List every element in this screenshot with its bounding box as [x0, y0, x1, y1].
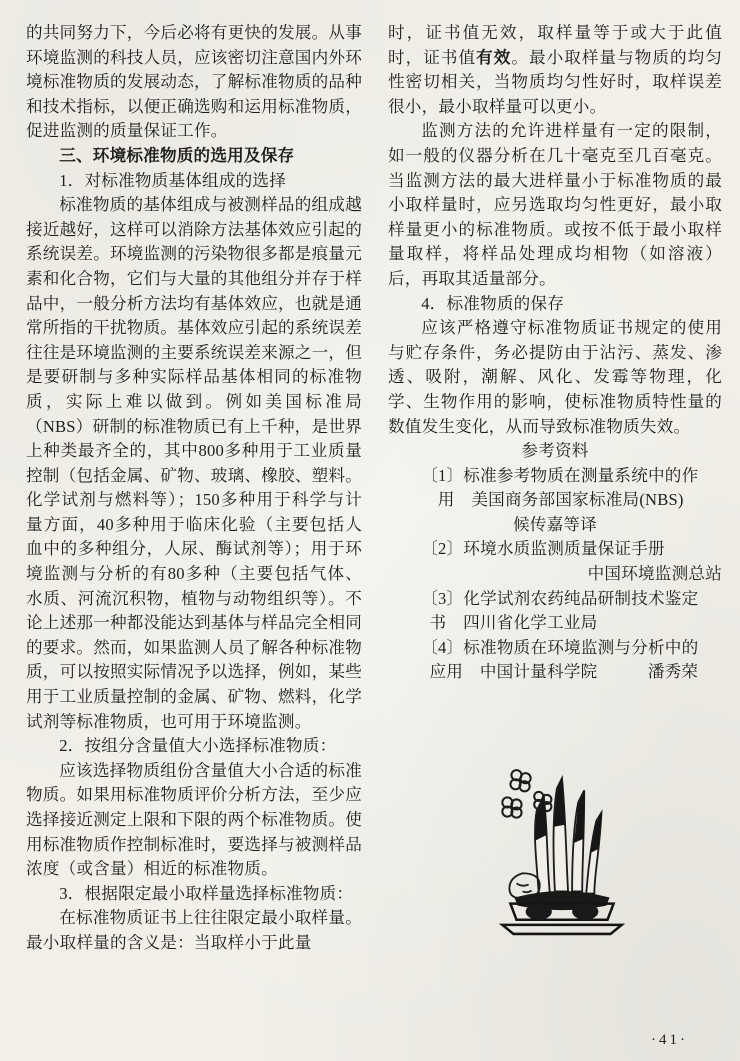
item-2-title: 2．按组分含量值大小选择标准物质： [59, 736, 337, 756]
bulb-shadow-icon [572, 904, 598, 920]
text-run: 。最小取样量与物质的均匀性密切相关，当物质均匀性好时，取样误差很小，最小取样量可以更小。 [388, 47, 722, 116]
paragraph-matrix-composition: 标准物质的基体组成与被测样品的组成越接近越好，这样可以消除方法基体效应引起的系统误差。环境监测的污染物很多都是痕量元素和化合物，它们与大量的其他组分并存于样品中，一般分析方法均有基体效应，也就是通常所指的干扰物质。基体效应引起的系统误差往往是环境监测的主要系统误差来源之一，但是要研制与多种实际样品基体相同的标准物质，实际上难以做到。例如美国标准局（NBS）研制的标准物质已有上千种，是世界上种类最齐全的，其中800多种用于工业质量控制（包括金属、矿物、玻璃、橡胶、塑料。化学试剂与燃料等）；150多种用于科学与计量方面，40多种用于临床化验（主要包括人血中的多种组分，人尿、酶试剂等）；用于环境监测与分析的有80多种（主要包括气体、水质、河流沉积物，植物与动物组织等）。不论上述那一种都没能达到基体与样品完全相同的要求。然而，如果监测人员了解各种标准物质，可以按照实际情况予以选择，例如，某些用于工业质量控制的金属、矿物、燃料，化学试剂等标准物质，也可用于环境监测。 [26, 195, 362, 731]
page-number: ·41· [651, 1032, 688, 1048]
references-heading: 参考资料 [521, 441, 589, 461]
reference-4-line-2: 应用 中国计量科学院 潘秀荣 [429, 662, 699, 682]
left-column [26, 21, 362, 956]
item-1-title: 1．对标准物质基体组成的选择 [59, 170, 287, 190]
reference-2-line-1: 〔2〕环境水质监测质量保证手册 [421, 539, 665, 559]
right-column [388, 21, 722, 685]
reference-4-line-1: 〔4〕标准物质在环境监测与分析中的 [421, 637, 699, 657]
paragraph-min-sample-continuation [388, 21, 722, 119]
paragraph-injection-limit: 监测方法的允许进样量有一定的限制，如一般的仪器分析在几十毫克至几百毫克。当监测方法的最大进样量小于标准物质的最小取样量时，应另选取均匀性更好，最小取样量更小的标准物质。或按不低于最小取样量取样，将样品处理成均相物（如溶液）后，再取其适量部分。 [388, 121, 722, 288]
reference-2-line-2: 中国环境监测总站 [587, 564, 722, 584]
item-4-title: 4．标准物质的保存 [421, 293, 565, 313]
reference-1-translator: 候传嘉等译 [513, 514, 597, 534]
paragraph-content-value: 应该选择物质组份含量值大小合适的标准物质。如果用标准物质评价分析方法，至少应选择接近测定上限和下限的两个标准物质。使用标准物质作控制标准时，要选择与被测样品浓度（或含量）相近的标准物质。 [26, 760, 362, 879]
potted-narcissus-illustration [486, 760, 638, 940]
paragraph-intro-continuation: 的共同努力下，今后必将有更快的发展。从事环境监测的科技人员，应该密切注意国内外环境标准物质的发展动态，了解标准物质的品种和技术指标，以便正确选购和运用标准物质，促进监测的质量保证工作。 [26, 23, 362, 141]
item-3-title: 3．根据限定最小取样量选择标准物质： [59, 883, 354, 903]
paragraph-storage: 应该严格遵守标准物质证书规定的使用与贮存条件，务必提防由于沾污、蒸发、渗透、吸附，潮解、风化、发霉等物理，化学、生物作用的影响，使标准物质特性量的数值发生变化，从而导致标准物质失效。 [388, 318, 722, 436]
reference-3-line-2: 书 四川省化学工业局 [429, 613, 598, 633]
text-run: 时，证书值无效，取样量等于或大于此值时，证书值 [388, 23, 722, 67]
bulb-shadow-icon [526, 904, 552, 920]
reference-1-line-2: 用 美国商务部国家标准局(NBS) [437, 490, 684, 510]
reference-1-line-1: 〔1〕标准参考物质在测量系统中的作 [421, 465, 699, 485]
emphasized-text: 有效 [476, 47, 512, 67]
reference-3-line-1: 〔3〕化学试剂农药纯品研制技术鉴定 [421, 588, 699, 608]
section-heading-3: 三、环境标准物质的选用及保存 [59, 145, 295, 165]
paragraph-min-sample-begin: 在标准物质证书上往往限定最小取样量。最小取样量的含义是：当取样小于此量 [26, 908, 362, 952]
